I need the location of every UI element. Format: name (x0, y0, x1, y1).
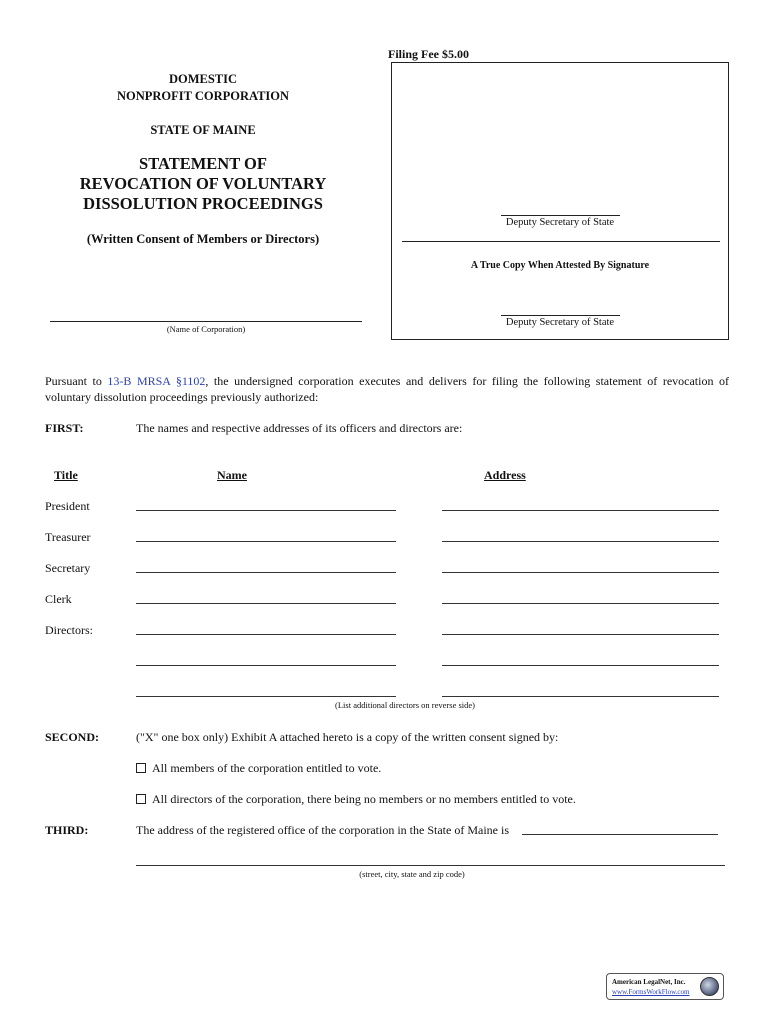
row-directors-label: Directors: (45, 623, 93, 637)
statute-link[interactable]: 13-B MRSA §1102 (107, 374, 206, 388)
address-note: (street, city, state and zip code) (359, 869, 465, 879)
column-name: Name (217, 468, 247, 482)
director-2-name-field[interactable] (136, 665, 396, 666)
director-1-address-field[interactable] (442, 634, 719, 635)
secretary-address-field[interactable] (442, 572, 719, 573)
form-type-line2: NONPROFIT CORPORATION (116, 89, 290, 103)
third-text: The address of the registered office of the corporation in the State of Maine is (136, 823, 509, 837)
first-text: The names and respective addresses of its officers and directors are: (136, 421, 463, 435)
registered-office-field[interactable] (522, 834, 718, 835)
title-line2: REVOCATION OF VOLUNTARY (79, 174, 327, 193)
intro-suffix: , the undersigned corporation executes and delivers for filing the following statement of revocation of voluntary dissolution proceedings previously authorized: (45, 374, 729, 404)
registered-office-address-field[interactable] (136, 865, 725, 866)
president-address-field[interactable] (442, 510, 719, 511)
box-divider (402, 241, 720, 242)
deputy-signature-line-2 (501, 315, 620, 316)
president-name-field[interactable] (136, 510, 396, 511)
deputy-label-2: Deputy Secretary of State (505, 317, 615, 328)
publisher-logo (606, 973, 724, 1000)
row-clerk-label: Clerk (45, 592, 72, 606)
column-address: Address (484, 468, 526, 482)
option-members-label: All members of the corporation entitled to vote. (152, 761, 382, 775)
filing-fee: Filing Fee $5.00 (388, 47, 469, 61)
director-3-name-field[interactable] (136, 696, 396, 697)
director-2-address-field[interactable] (442, 665, 719, 666)
corporation-name-field[interactable] (50, 321, 362, 322)
corporation-name-label: (Name of Corporation) (166, 324, 246, 334)
treasurer-name-field[interactable] (136, 541, 396, 542)
second-text: ("X" one box only) Exhibit A attached hereto is a copy of the written consent signed by: (136, 730, 559, 744)
members-checkbox[interactable] (136, 763, 146, 773)
form-type-line1: DOMESTIC (168, 72, 238, 86)
option-directors (136, 791, 576, 807)
treasurer-address-field[interactable] (442, 541, 719, 542)
secretary-name-field[interactable] (136, 572, 396, 573)
column-title: Title (54, 468, 78, 482)
first-label: FIRST: (45, 421, 84, 435)
deputy-signature-line-1 (501, 215, 620, 216)
directors-checkbox[interactable] (136, 794, 146, 804)
intro-prefix: Pursuant to (45, 374, 108, 388)
publisher-url[interactable]: www.FormsWorkFlow.com (612, 988, 690, 996)
director-3-address-field[interactable] (442, 696, 719, 697)
globe-icon (700, 977, 719, 996)
option-members (136, 760, 381, 776)
second-label: SECOND: (45, 730, 100, 744)
form-subtitle: (Written Consent of Members or Directors) (86, 232, 320, 246)
director-1-name-field[interactable] (136, 634, 396, 635)
option-directors-label: All directors of the corporation, there being no members or no members entitled to vote. (152, 792, 576, 806)
title-line3: DISSOLUTION PROCEEDINGS (83, 194, 323, 213)
attest-text: A True Copy When Attested By Signature (470, 260, 650, 271)
state-heading: STATE OF MAINE (150, 123, 256, 137)
row-treasurer-label: Treasurer (45, 530, 91, 544)
intro-paragraph (45, 373, 729, 405)
deputy-label-1: Deputy Secretary of State (505, 217, 615, 228)
row-president-label: President (45, 499, 90, 513)
publisher-name: American LegalNet, Inc. (612, 978, 686, 986)
clerk-name-field[interactable] (136, 603, 396, 604)
third-label: THIRD: (45, 823, 89, 837)
title-line1: STATEMENT OF (139, 154, 267, 173)
row-secretary-label: Secretary (45, 561, 91, 575)
office-use-box (391, 62, 729, 340)
additional-directors-note: (List additional directors on reverse side) (335, 700, 475, 710)
clerk-address-field[interactable] (442, 603, 719, 604)
